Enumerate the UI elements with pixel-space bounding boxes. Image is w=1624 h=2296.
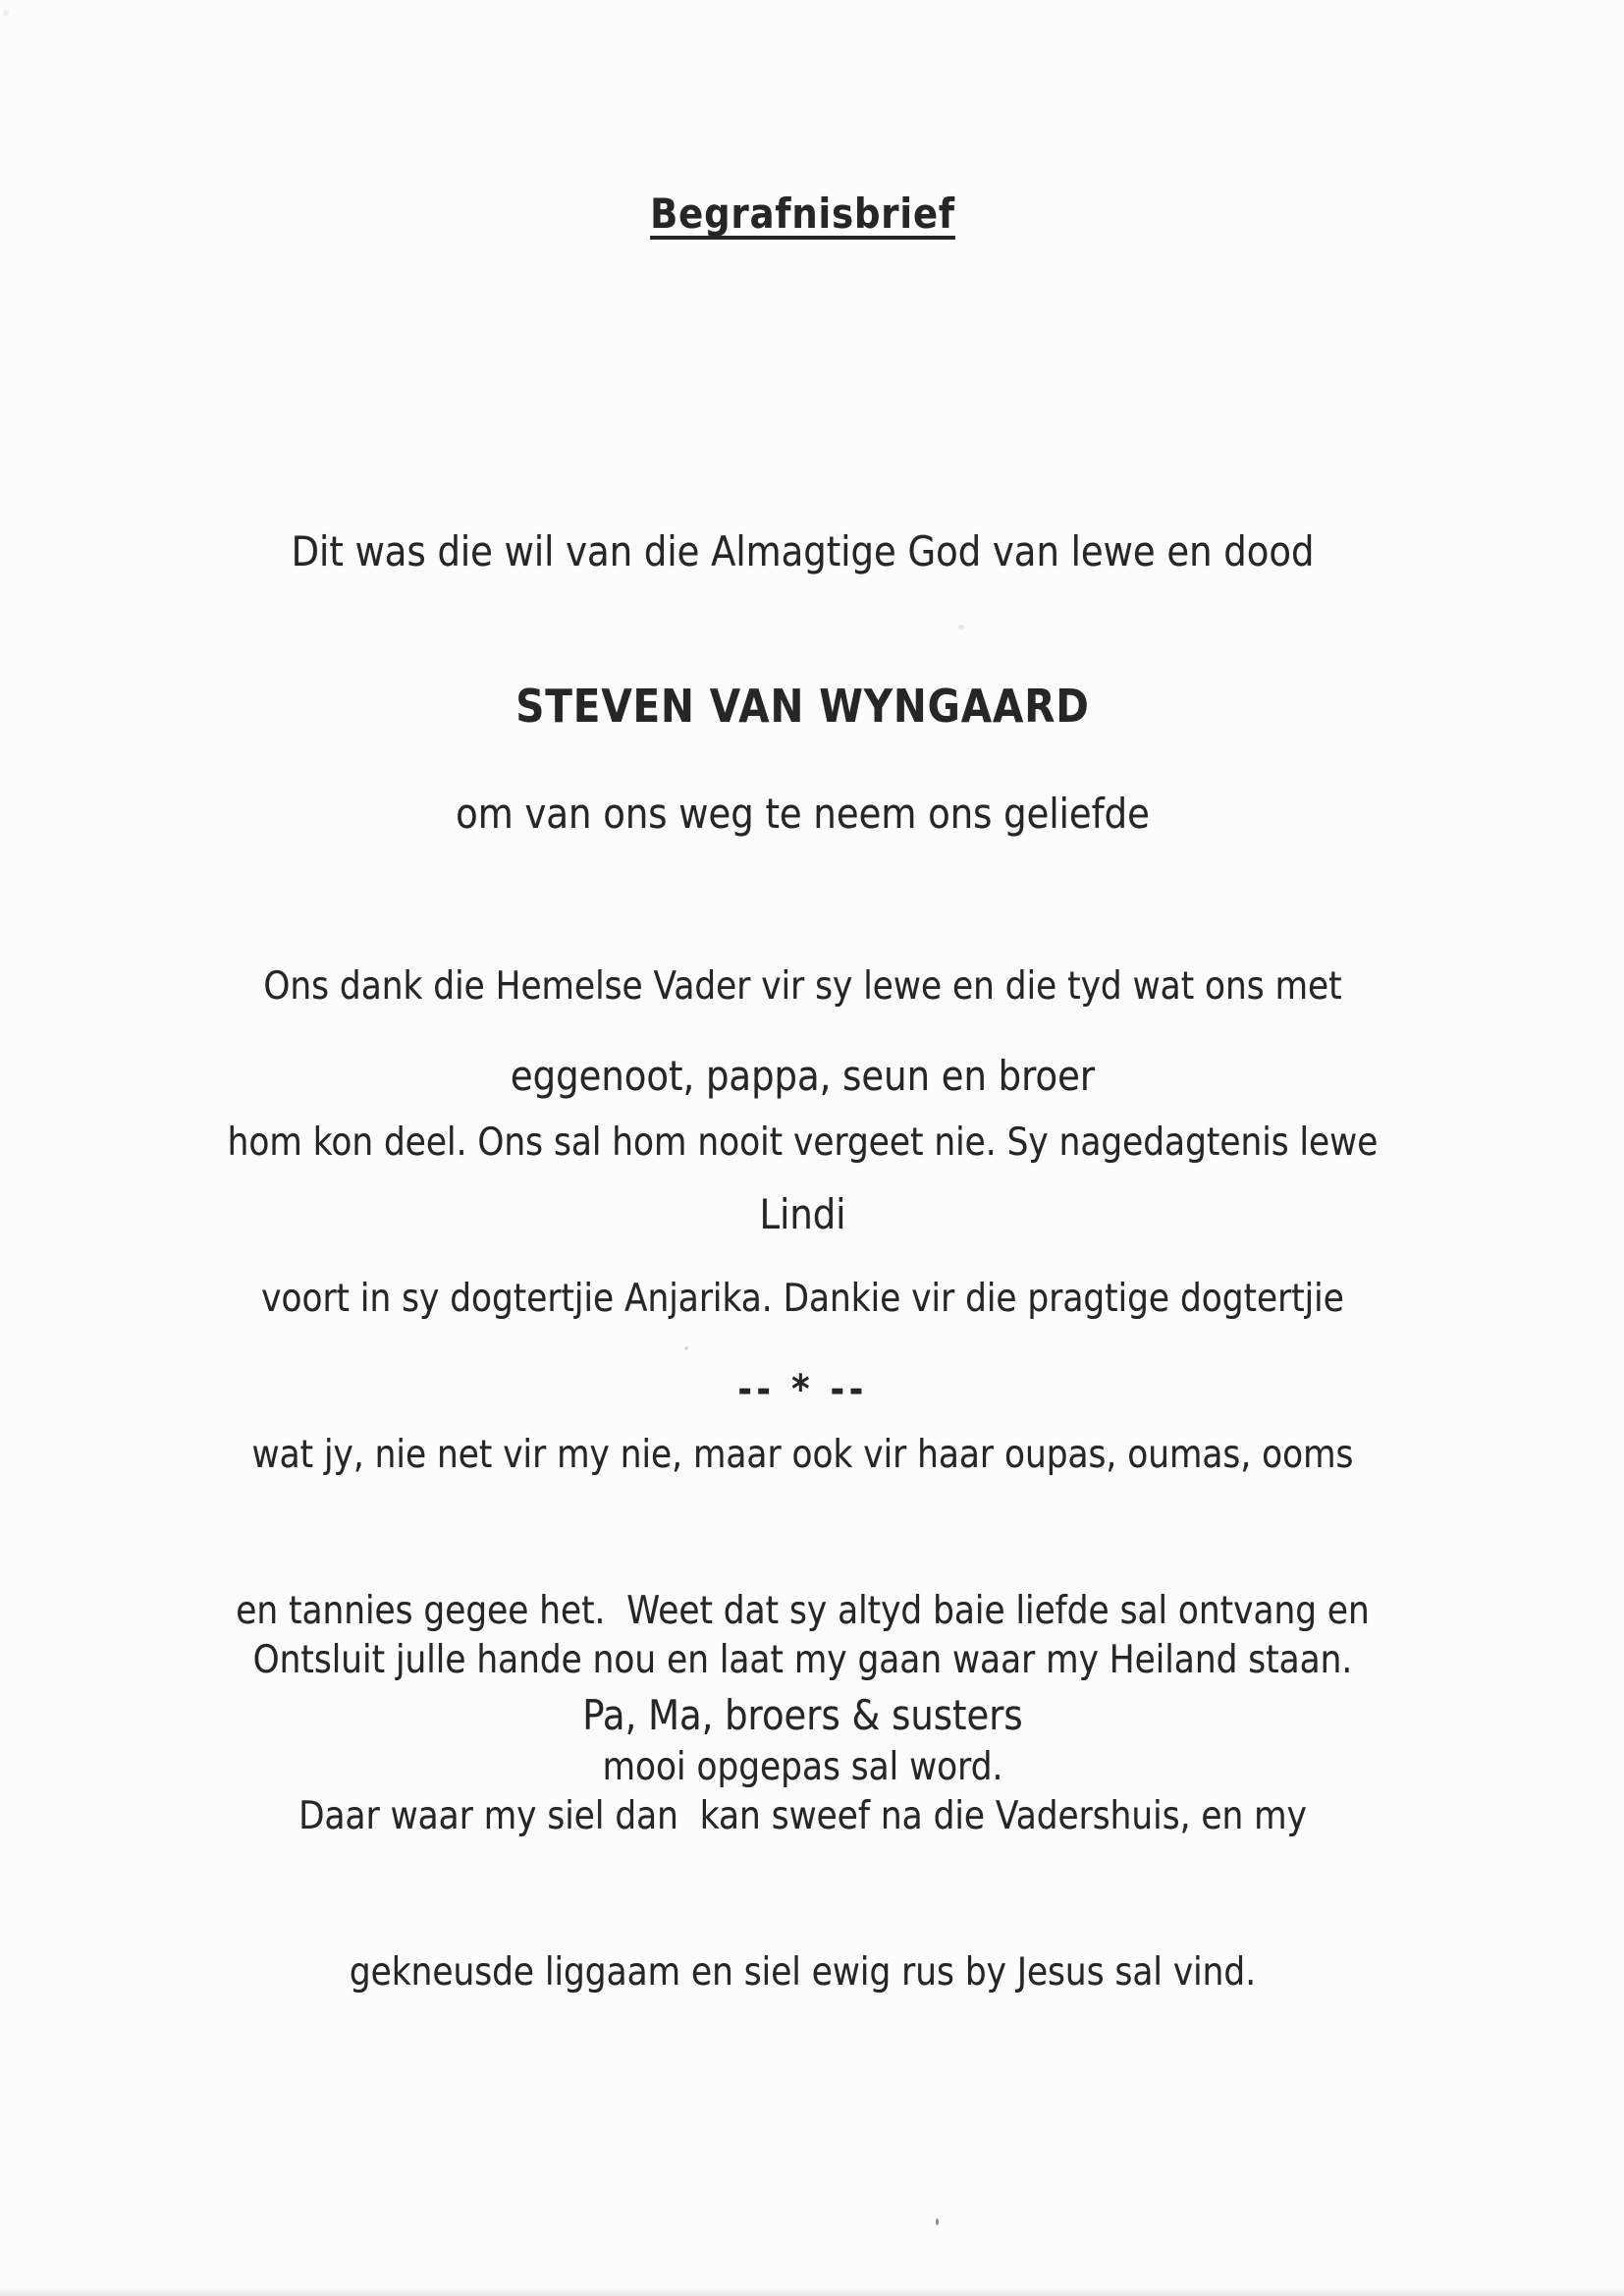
tribute-line: en tannies gegee het. Weet dat sy altyd baie liefde sal ontvang en [236, 1589, 1370, 1633]
tribute-line: Ons dank die Hemelse Vader vir sy lewe en die tyd wat ons met [263, 964, 1342, 1009]
verse-line: Daar waar my siel dan kan sweef na die Vadershuis, en my [298, 1794, 1307, 1838]
verse-line: gekneusde liggaam en siel ewig rus by Jesus sal vind. [349, 1950, 1257, 1995]
intro-line: om van ons weg te neem ons geliefde [456, 790, 1150, 838]
scanner-edge-shadow [0, 2288, 1624, 2296]
scan-speck [3, 10, 9, 16]
tribute-line: voort in sy dogtertjie Anjarika. Dankie vir die pragtige dogtertjie [261, 1277, 1344, 1321]
scan-speck [958, 625, 964, 629]
scan-speck [936, 2218, 939, 2225]
section-separator: -- * -- [737, 1367, 868, 1412]
scan-speck [684, 1346, 688, 1350]
tribute-line: hom kon deel. Ons sal hom nooit vergeet nie. Sy nagedagtenis lewe [227, 1121, 1379, 1165]
verse-paragraph [209, 1530, 1397, 2103]
page-title: Begrafnisbrief [650, 190, 955, 238]
tribute-line: wat jy, nie net vir my nie, maar ook vir haar oupas, oumas, ooms [251, 1433, 1354, 1477]
verse-signature: Pa, Ma, broers & susters [582, 1691, 1023, 1739]
intro-line: Dit was die wil van die Almagtige God van lewe en dood [291, 527, 1315, 575]
tribute-signature: Lindi [759, 1190, 846, 1238]
verse-line: Ontsluit julle hande nou en laat my gaan waar my Heiland staan. [252, 1638, 1353, 1682]
intro-line: eggenoot, pappa, seun en broer [510, 1052, 1096, 1100]
deceased-name: STEVEN VAN WYNGAARD [515, 680, 1090, 733]
tribute-line: mooi opgepas sal word. [602, 1745, 1003, 1789]
